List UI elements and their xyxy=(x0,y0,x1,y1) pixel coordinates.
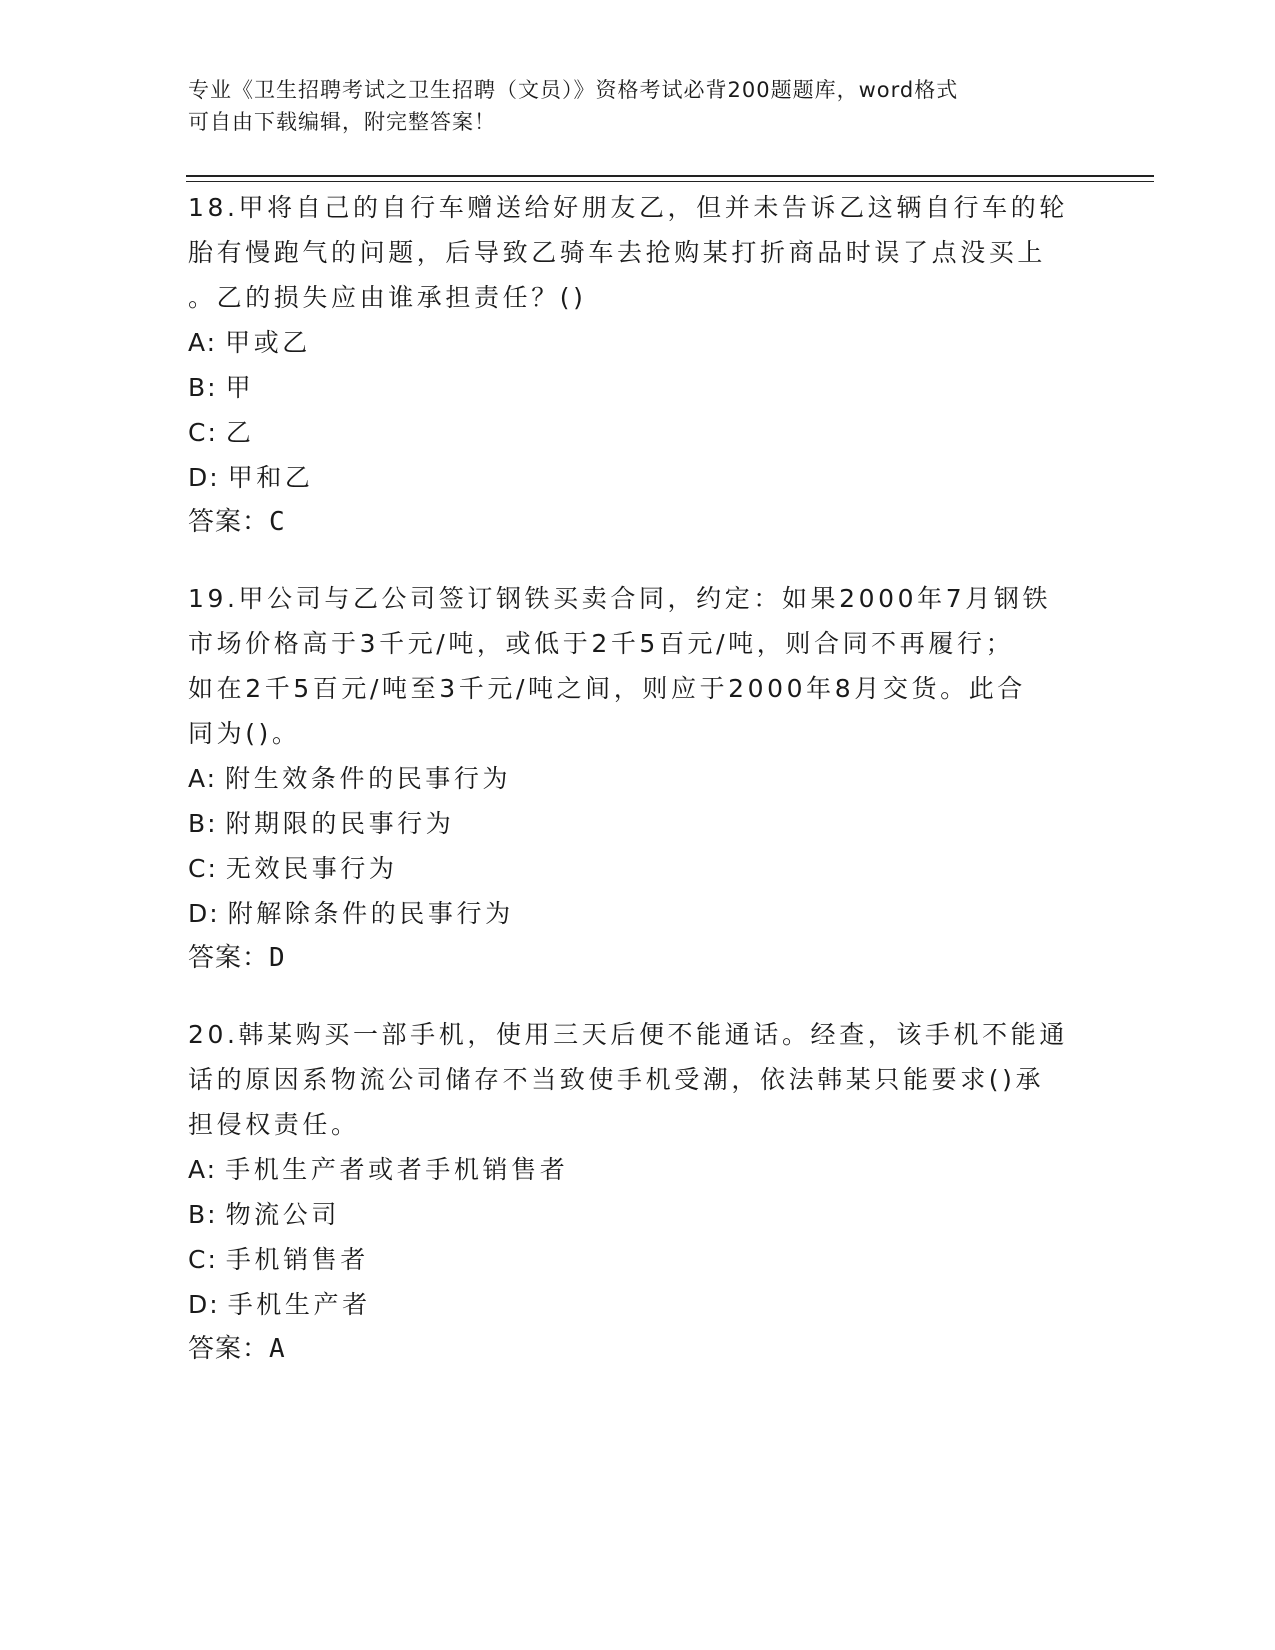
answer-line xyxy=(188,1327,1088,1372)
option-c xyxy=(188,846,1088,891)
option-a xyxy=(188,320,1088,365)
question-text-line: 20.韩某购买一部手机，使用三天后便不能通话。经查，该手机不能通 xyxy=(188,1020,1068,1049)
option-letter: A: xyxy=(188,328,218,357)
option-letter: C: xyxy=(188,854,218,883)
option-letter: B: xyxy=(188,373,218,402)
question-text-line: 。乙的损失应由谁承担责任？() xyxy=(188,283,587,312)
option-text: 甲和乙 xyxy=(227,463,314,492)
question-text-line: 19.甲公司与乙公司签订钢铁买卖合同，约定：如果2000年7月钢铁 xyxy=(188,584,1052,613)
option-letter: D: xyxy=(188,463,220,492)
option-letter: C: xyxy=(188,1245,218,1274)
option-text: 物流公司 xyxy=(225,1200,340,1229)
option-a xyxy=(188,756,1088,801)
option-b xyxy=(188,1192,1088,1237)
question-text-line: 如在2千5百元/吨至3千元/吨之间，则应于2000年8月交货。此合 xyxy=(188,674,1026,703)
option-letter: A: xyxy=(188,764,218,793)
question-block-19 xyxy=(188,576,1088,981)
option-text: 附生效条件的民事行为 xyxy=(225,764,512,793)
answer-label: 答案： xyxy=(188,1334,270,1364)
answer-label: 答案： xyxy=(188,943,270,973)
option-text: 甲 xyxy=(225,373,255,402)
option-letter: D: xyxy=(188,1290,220,1319)
option-letter: D: xyxy=(188,899,220,928)
question-text-line: 市场价格高于3千元/吨，或低于2千5百元/吨，则合同不再履行； xyxy=(188,629,1015,658)
question-block-20 xyxy=(188,1012,1088,1372)
option-a xyxy=(188,1147,1088,1192)
question-block-18 xyxy=(188,185,1088,545)
option-letter: B: xyxy=(188,809,218,838)
header-divider-thin xyxy=(186,181,1154,182)
question-text-line: 同为()。 xyxy=(188,719,301,748)
option-text: 手机销售者 xyxy=(225,1245,369,1274)
answer-value: D xyxy=(269,943,286,973)
option-letter: B: xyxy=(188,1200,218,1229)
header-line-2: 可自由下载编辑，附完整答案！ xyxy=(188,110,496,134)
option-d xyxy=(188,455,1088,500)
header-divider-thick xyxy=(186,175,1154,177)
answer-value: C xyxy=(269,507,286,537)
question-text-line: 话的原因系物流公司储存不当致使手机受潮，依法韩某只能要求()承 xyxy=(188,1065,1045,1094)
option-c xyxy=(188,410,1088,455)
option-letter: A: xyxy=(188,1155,218,1184)
question-text-line: 胎有慢跑气的问题，后导致乙骑车去抢购某打折商品时误了点没买上 xyxy=(188,238,1047,267)
answer-label: 答案： xyxy=(188,507,270,537)
option-d xyxy=(188,1282,1088,1327)
option-text: 乙 xyxy=(225,418,255,447)
option-b xyxy=(188,801,1088,846)
option-text: 手机生产者 xyxy=(227,1290,371,1319)
option-text: 无效民事行为 xyxy=(225,854,398,883)
header-line-1: 专业《卫生招聘考试之卫生招聘（文员）》资格考试必背200题题库，word格式 xyxy=(188,78,959,102)
option-text: 手机生产者或者手机销售者 xyxy=(225,1155,569,1184)
answer-value: A xyxy=(269,1334,286,1364)
answer-line xyxy=(188,500,1088,545)
option-text: 附期限的民事行为 xyxy=(225,809,455,838)
answer-line xyxy=(188,936,1088,981)
question-text-line: 担侵权责任。 xyxy=(188,1110,360,1139)
option-text: 附解除条件的民事行为 xyxy=(227,899,514,928)
option-letter: C: xyxy=(188,418,218,447)
option-c xyxy=(188,1237,1088,1282)
option-b xyxy=(188,365,1088,410)
document-header xyxy=(188,74,1068,138)
option-d xyxy=(188,891,1088,936)
option-text: 甲或乙 xyxy=(225,328,311,357)
question-text-line: 18.甲将自己的自行车赠送给好朋友乙，但并未告诉乙这辆自行车的轮 xyxy=(188,193,1068,222)
